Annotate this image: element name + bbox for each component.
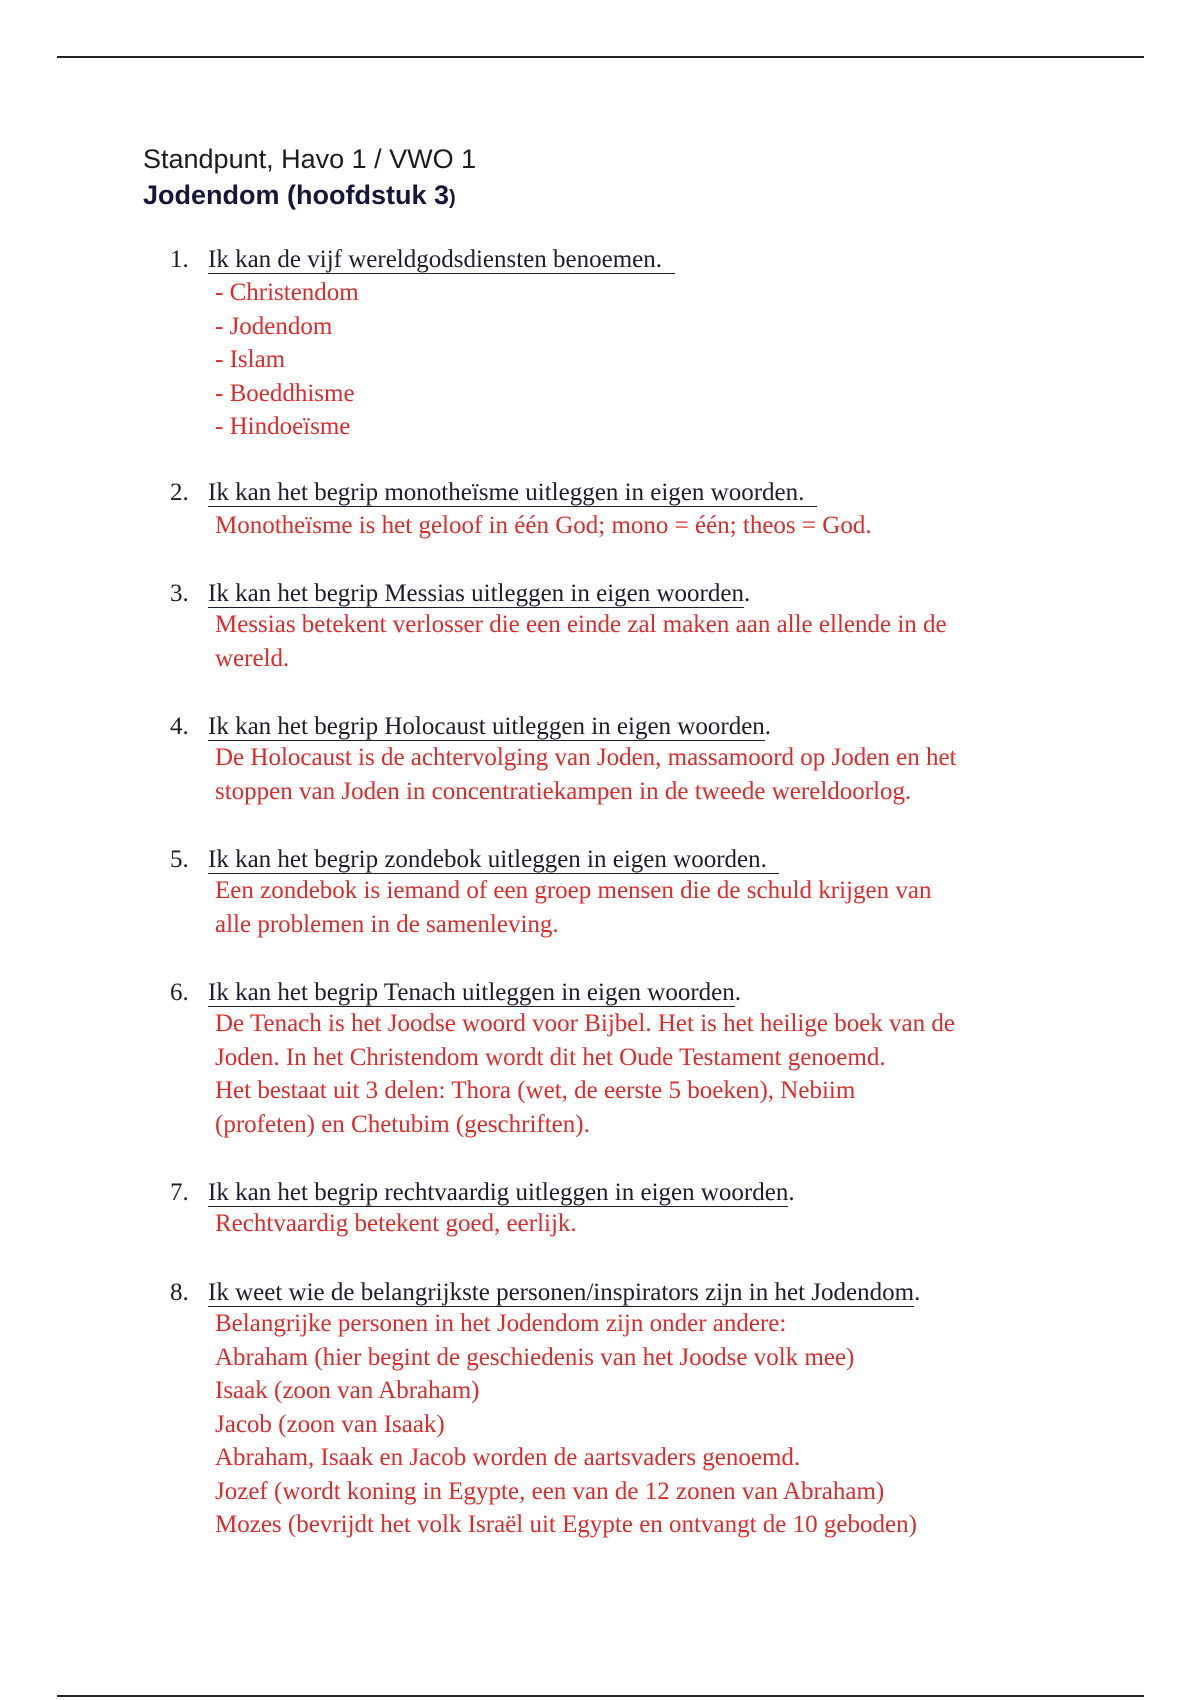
question-underlined xyxy=(208,479,817,507)
question-text xyxy=(208,1276,920,1309)
answer-line: Abraham, Isaak en Jacob worden de aartsvaders genoemd. xyxy=(215,1444,801,1471)
question-underlined xyxy=(208,846,779,874)
question-label: Ik kan het begrip monotheïsme uitleggen in eigen woorden. xyxy=(208,479,805,506)
question-suffix: . xyxy=(764,713,772,740)
question-text xyxy=(208,243,675,276)
question-underlined xyxy=(208,713,765,741)
answer-block xyxy=(215,276,1075,444)
answer-block xyxy=(215,741,1075,808)
answer-line: - Christendom xyxy=(215,279,359,306)
answer-line: Mozes (bevrijdt het volk Israël uit Egypte en ontvangt de 10 geboden) xyxy=(215,1511,917,1538)
question-label: Ik kan het begrip Messias uitleggen in eigen woorden xyxy=(208,580,744,607)
answer-line: - Boeddhisme xyxy=(215,379,355,407)
question-label: Ik kan het begrip rechtvaardig uitleggen in eigen woorden xyxy=(208,1179,789,1206)
answer-block xyxy=(215,608,1075,675)
answer-line: Isaak (zoon van Abraham) xyxy=(215,1377,480,1404)
question-number: 5. xyxy=(170,846,189,873)
question-label: Ik kan het begrip zondebok uitleggen in eigen woorden. xyxy=(208,846,767,873)
answer-line: Belangrijke personen in het Jodendom zijn onder andere: xyxy=(215,1310,787,1337)
answer-line: De Holocaust is de achtervolging van Joden, massamoord op Joden en het xyxy=(215,744,957,771)
top-rule xyxy=(57,56,1144,58)
question-label: Ik kan de vijf wereldgodsdiensten benoemen. xyxy=(208,246,663,273)
question-text xyxy=(208,976,741,1009)
question-label: Ik kan het begrip Holocaust uitleggen in eigen woorden xyxy=(208,713,765,740)
answer-line: Het bestaat uit 3 delen: Thora (wet, de eerste 5 boeken), Nebiim xyxy=(215,1077,856,1104)
answer-line: stoppen van Joden in concentratiekampen in de tweede wereldoorlog. xyxy=(215,777,912,805)
question-label: Ik kan het begrip Tenach uitleggen in eigen woorden xyxy=(208,979,735,1006)
subtitle: Standpunt, Havo 1 / VWO 1 xyxy=(143,144,477,174)
question-underlined xyxy=(208,246,675,274)
answer-line: wereld. xyxy=(215,644,290,672)
question-text xyxy=(208,843,779,876)
answer-line: Joden. In het Christendom wordt dit het Oude Testament genoemd. xyxy=(215,1043,886,1071)
answer-line: - Jodendom xyxy=(215,312,333,340)
answer-line: - Islam xyxy=(215,346,286,373)
question-number: 4. xyxy=(170,713,189,740)
question-label: Ik weet wie de belangrijkste personen/inspirators zijn in het Jodendom xyxy=(208,1279,915,1306)
answer-line: Jozef (wordt koning in Egypte, een van de 12 zonen van Abraham) xyxy=(215,1477,885,1505)
question-text xyxy=(208,577,750,610)
question-number: 2. xyxy=(170,479,189,506)
answer-line: Monotheïsme is het geloof in één God; mono = één; theos = God. xyxy=(215,512,872,539)
question-number: 6. xyxy=(170,979,189,1006)
answer-line: - Hindoeïsme xyxy=(215,413,351,440)
question-number: 1. xyxy=(170,246,189,273)
question-suffix: . xyxy=(914,1279,921,1306)
title-text: Jodendom (hoofdstuk 3 xyxy=(143,180,449,210)
question-underlined xyxy=(208,1179,788,1207)
answer-line: (profeten) en Chetubim (geschriften). xyxy=(215,1110,590,1138)
answer-line: Messias betekent verlosser die een einde zal maken aan alle ellende in de xyxy=(215,611,947,638)
answer-line: Rechtvaardig betekent goed, eerlijk. xyxy=(215,1210,577,1237)
answer-block xyxy=(215,1207,1075,1241)
question-underlined xyxy=(208,580,744,608)
question-suffix: . xyxy=(743,580,751,607)
question-suffix: . xyxy=(788,1179,795,1206)
title-close-paren: ) xyxy=(449,187,456,209)
document-header xyxy=(143,141,476,216)
answer-block xyxy=(215,1007,1075,1141)
answer-line: Abraham (hier begint de geschiedenis van het Joodse volk mee) xyxy=(215,1343,855,1371)
answer-line: Jacob (zoon van Isaak) xyxy=(215,1410,445,1438)
question-text xyxy=(208,1176,795,1209)
answer-block xyxy=(215,874,1075,941)
answer-block xyxy=(215,1307,1075,1542)
answer-line: Een zondebok is iemand of een groep mensen die de schuld krijgen van xyxy=(215,877,932,904)
answer-line: De Tenach is het Joodse woord voor Bijbel. Het is het heilige boek van de xyxy=(215,1010,955,1037)
question-number: 3. xyxy=(170,580,189,607)
bottom-rule xyxy=(57,1695,1144,1697)
question-number: 7. xyxy=(170,1179,189,1206)
question-suffix: . xyxy=(734,979,742,1006)
answer-block xyxy=(215,509,1075,543)
question-text xyxy=(208,710,771,743)
answer-line: alle problemen in de samenleving. xyxy=(215,910,559,938)
page-title xyxy=(143,177,476,216)
question-text xyxy=(208,476,817,509)
question-number: 8. xyxy=(170,1279,189,1306)
question-underlined xyxy=(208,1279,914,1307)
question-underlined xyxy=(208,979,735,1007)
